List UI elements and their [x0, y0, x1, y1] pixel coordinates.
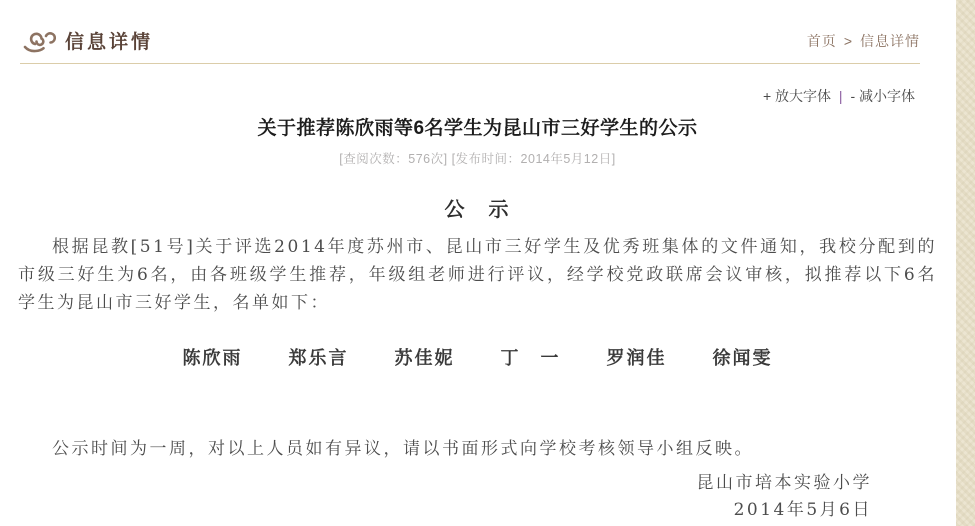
breadcrumb-home-link[interactable]: 首页 — [806, 32, 837, 49]
section-header — [0, 0, 955, 54]
signature-block — [0, 470, 955, 524]
font-size-controls — [0, 86, 955, 106]
student-name: 郑乐言 — [288, 348, 349, 369]
section-header-left — [22, 27, 153, 54]
breadcrumb-separator: > — [843, 32, 853, 49]
header-divider — [20, 63, 920, 64]
student-names-row — [0, 344, 955, 370]
breadcrumb-current-link[interactable]: 信息详情 — [860, 32, 920, 49]
notice-heading: 公 示 — [444, 197, 511, 221]
student-name: 苏佳妮 — [394, 348, 455, 369]
student-name: 徐闻雯 — [712, 348, 773, 369]
signature-school: 昆山市培本实验小学 — [696, 473, 872, 493]
closing-paragraph: 公示时间为一周，对以上人员如有异议，请以书面形式向学校考核领导小组反映。 — [52, 439, 754, 459]
reduce-font-button[interactable]: - 减小字体 — [850, 88, 915, 104]
page-title: 信息详情 — [65, 32, 154, 53]
student-name: 罗润佳 — [606, 348, 667, 369]
article-meta: [查阅次数：576次] [发布时间：2014年5月12日] — [339, 152, 616, 166]
student-name: 陈欣雨 — [182, 348, 243, 369]
font-controls-separator: | — [838, 88, 843, 104]
enlarge-font-button[interactable]: + 放大字体 — [762, 88, 832, 104]
notice-paragraph: 根据昆教[51号]关于评选2014年度苏州市、昆山市三好学生及优秀班集体的文件通知，我校分配到的市级三好生为6名，由各班级学生推荐，年级组老师进行评议，经学校党政联席会议审核，拟推荐以下6名学生为昆山市三好学生，名单如下： — [18, 237, 937, 313]
student-name: 丁 一 — [500, 348, 561, 369]
article-title: 关于推荐陈欣雨等6名学生为昆山市三好学生的公示 — [257, 118, 698, 139]
cloud-scroll-icon — [22, 27, 56, 54]
page-background-strip — [956, 0, 975, 526]
signature-date: 2014年5月6日 — [733, 500, 872, 520]
breadcrumb — [807, 31, 920, 51]
